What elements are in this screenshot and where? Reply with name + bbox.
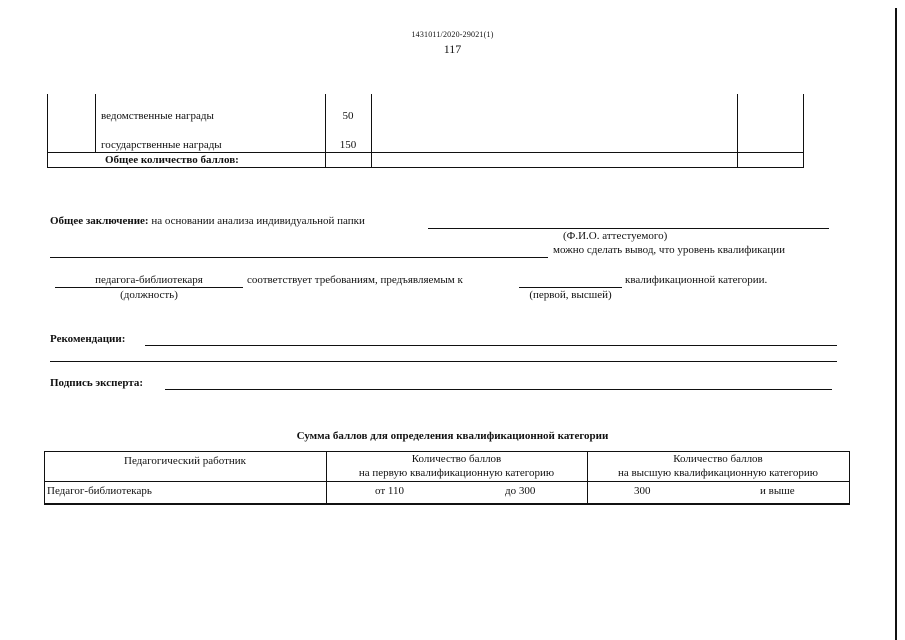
summary-top-border xyxy=(44,451,850,452)
row-first-from: от 110 xyxy=(375,485,405,497)
header-highest-line1: Количество баллов xyxy=(673,453,763,465)
expert-signature-label: Подпись эксперта: xyxy=(50,377,144,389)
fio-fill-line xyxy=(428,228,829,229)
summary-header-divider xyxy=(44,481,850,482)
row-highest-value: 300 xyxy=(634,485,651,497)
award-departmental-points: 50 xyxy=(342,110,354,122)
top-table-border-right xyxy=(803,94,804,168)
recommendations-fill-line-2 xyxy=(50,361,837,362)
award-state-label: государственные награды xyxy=(101,139,222,151)
total-points-label: Общее количество баллов: xyxy=(105,154,239,166)
top-table-bottom-border xyxy=(47,167,804,168)
expert-signature-line xyxy=(165,389,832,390)
document-code: 1431011/2020-29021(1) xyxy=(411,30,494,39)
header-worker: Педагогический работник xyxy=(124,455,246,467)
header-first-line2: на первую квалификационную категорию xyxy=(358,467,555,479)
conclusion-intro: на основании анализа индивидуальной папки xyxy=(151,215,365,227)
top-table-border-col1 xyxy=(95,94,96,152)
header-first-line1: Количество баллов xyxy=(411,453,502,465)
conclusion-title: Общее заключение: xyxy=(50,215,149,227)
conclusion-continuation: можно сделать вывод, что уровень квалификации xyxy=(553,244,786,256)
top-table-row-divider xyxy=(47,152,804,153)
category-fill-line xyxy=(519,287,622,288)
top-table-border-col2 xyxy=(325,94,326,168)
summary-bottom-border xyxy=(44,503,850,505)
top-table-border-left xyxy=(47,94,48,168)
top-table-border-col4 xyxy=(737,94,738,168)
row-worker: Педагог-библиотекарь xyxy=(47,485,152,497)
recommendations-label: Рекомендации: xyxy=(50,333,126,345)
conclusion-line1 xyxy=(50,215,365,227)
category-caption: (первой, высшей) xyxy=(529,289,612,301)
summary-border-right xyxy=(849,451,850,504)
top-table-border-col3 xyxy=(371,94,372,168)
summary-title: Сумма баллов для определения квалификационной категории xyxy=(296,430,609,442)
award-departmental-label: ведомственные награды xyxy=(101,110,214,122)
fio-fill-line-continued xyxy=(50,257,548,258)
award-state-points: 150 xyxy=(339,139,357,151)
position-caption: (должность) xyxy=(120,289,178,301)
position-value: педагога-библиотекаря xyxy=(95,274,203,286)
fio-caption: (Ф.И.О. аттестуемого) xyxy=(563,230,668,242)
recommendations-fill-line-1 xyxy=(145,345,837,346)
matches-text: соответствует требованиям, предъявляемым к xyxy=(247,274,463,286)
header-highest-line2: на высшую квалификационную категорию xyxy=(617,467,819,479)
scan-edge-line xyxy=(895,8,897,640)
page-number: 117 xyxy=(443,42,462,56)
row-highest-suffix: и выше xyxy=(760,485,795,497)
position-fill-line xyxy=(55,287,243,288)
row-first-to: до 300 xyxy=(505,485,536,497)
category-suffix: квалификационной категории. xyxy=(625,274,768,286)
